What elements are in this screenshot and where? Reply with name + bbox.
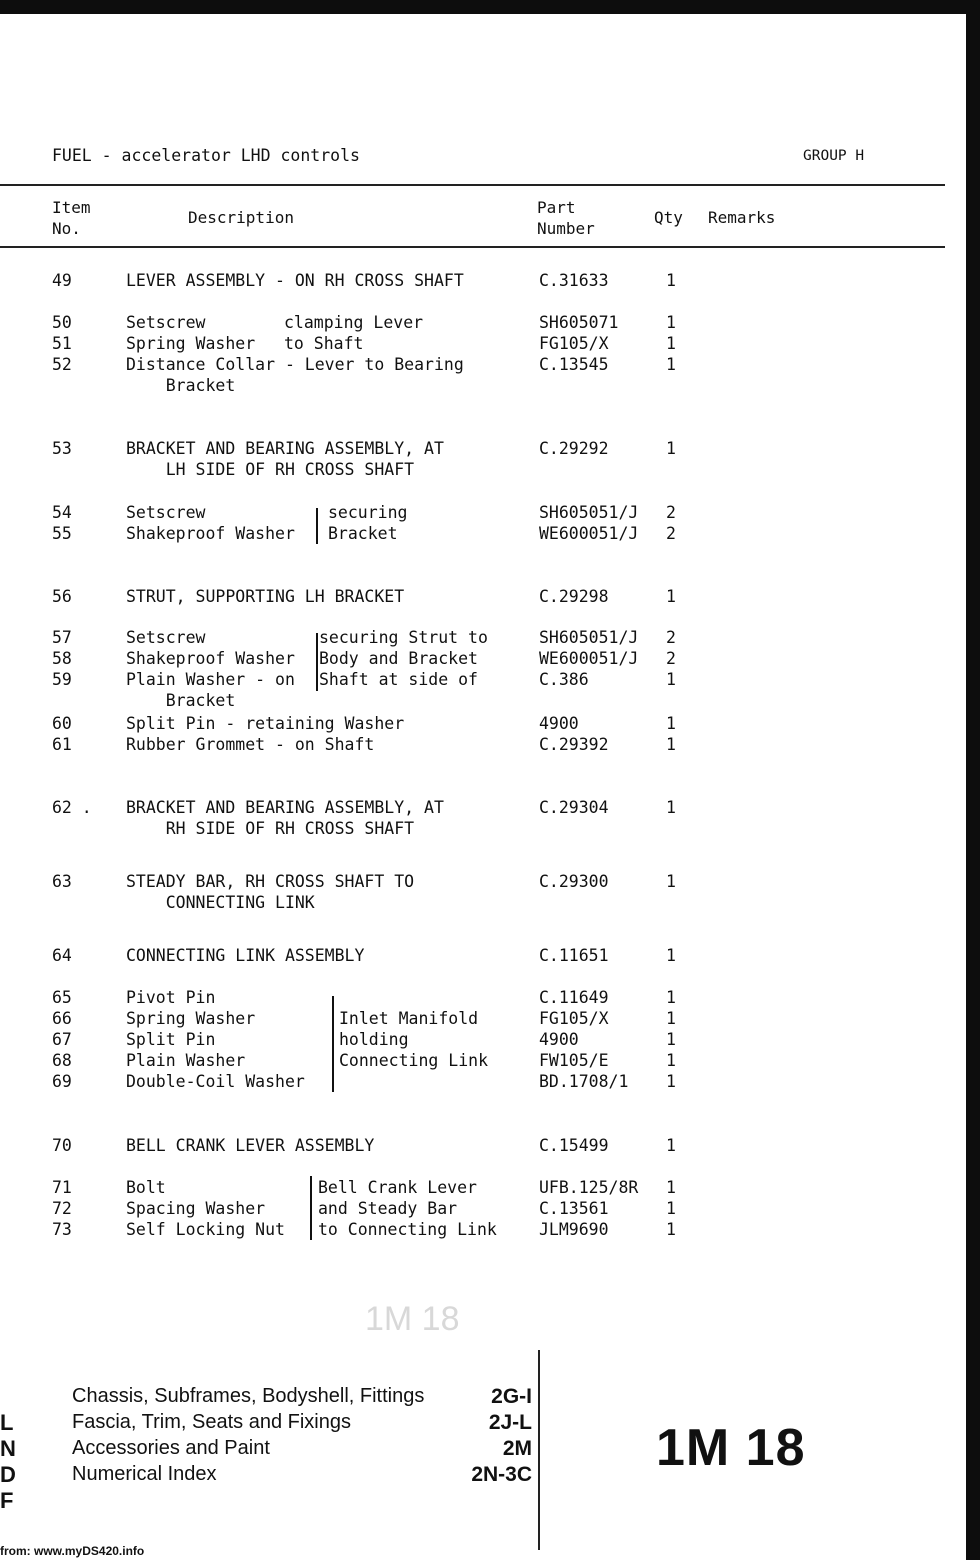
item-number: 70 xyxy=(52,1136,72,1155)
group-label: GROUP H xyxy=(803,148,865,164)
quantity: 1 xyxy=(666,798,676,817)
footer-section-row xyxy=(72,1437,532,1463)
bracket-bar xyxy=(310,1176,312,1240)
quantity: 1 xyxy=(666,872,676,891)
item-number: 60 xyxy=(52,714,72,733)
quantity: 1 xyxy=(666,355,676,374)
part-number: C.11649 xyxy=(539,988,609,1007)
item-description: LEVER ASSEMBLY - ON RH CROSS SHAFT xyxy=(126,271,464,290)
part-number: C.29392 xyxy=(539,735,609,754)
item-description: Split Pin xyxy=(126,1030,216,1049)
quantity: 2 xyxy=(666,628,676,647)
quantity: 1 xyxy=(666,1178,676,1197)
side-index-letter: L xyxy=(0,1410,14,1435)
footer-section-label: Chassis, Subframes, Bodyshell, Fittings xyxy=(72,1385,425,1407)
col-qty-header: Qty xyxy=(654,208,683,227)
part-number: 4900 xyxy=(539,1030,579,1049)
quantity: 1 xyxy=(666,670,676,689)
item-number: 56 xyxy=(52,587,72,606)
quantity: 1 xyxy=(666,271,676,290)
item-description: Shakeproof Washer xyxy=(126,649,295,668)
item-number: 63 xyxy=(52,872,72,891)
quantity: 2 xyxy=(666,503,676,522)
footer-section-row xyxy=(72,1411,532,1437)
quantity: 2 xyxy=(666,649,676,668)
bracket-bar xyxy=(316,633,318,691)
quantity: 1 xyxy=(666,439,676,458)
col-description-header: Description xyxy=(188,208,294,227)
quantity: 1 xyxy=(666,1199,676,1218)
item-number: 71 xyxy=(52,1178,72,1197)
item-description: Setscrew xyxy=(126,503,206,522)
quantity: 2 xyxy=(666,524,676,543)
footer-section-row xyxy=(72,1385,532,1411)
footer-section-label: Numerical Index xyxy=(72,1463,217,1485)
item-description: Spacing Washer xyxy=(126,1199,266,1218)
part-number: C.29304 xyxy=(539,798,609,817)
quantity: 1 xyxy=(666,1072,676,1091)
part-number: C.15499 xyxy=(539,1136,609,1155)
item-description: BRACKET AND BEARING ASSEMBLY, AT LH SIDE OF RH CROSS SHAFT xyxy=(126,439,444,479)
part-number: C.11651 xyxy=(539,946,609,965)
frame-top-border xyxy=(0,0,980,14)
quantity: 1 xyxy=(666,1220,676,1239)
item-description: Shakeproof Washer xyxy=(126,524,295,543)
item-number: 64 xyxy=(52,946,72,965)
item-number: 69 xyxy=(52,1072,72,1091)
item-description: STRUT, SUPPORTING LH BRACKET xyxy=(126,587,405,606)
header-rule-top xyxy=(0,184,945,186)
part-number: C.13561 xyxy=(539,1199,609,1218)
item-number: 54 xyxy=(52,503,72,522)
page-title: FUEL - accelerator LHD controls xyxy=(52,146,360,165)
quantity: 1 xyxy=(666,1051,676,1070)
quantity: 1 xyxy=(666,714,676,733)
col-item-header: Item No. xyxy=(52,198,91,238)
footer-section-row xyxy=(72,1463,532,1489)
item-number: 51 xyxy=(52,334,72,353)
item-number: 59 xyxy=(52,670,72,689)
side-index-letter: N xyxy=(0,1436,16,1461)
item-number: 53 xyxy=(52,439,72,458)
footer-section-label: Accessories and Paint xyxy=(72,1437,270,1459)
part-number: C.29298 xyxy=(539,587,609,606)
item-description: Spring Washer xyxy=(126,1009,256,1028)
item-number: 66 xyxy=(52,1009,72,1028)
footer-section-label: Fascia, Trim, Seats and Fixings xyxy=(72,1411,351,1433)
item-number: 68 xyxy=(52,1051,72,1070)
item-number: 61 xyxy=(52,735,72,754)
part-number: SH605051/J xyxy=(539,503,639,522)
item-number: 55 xyxy=(52,524,72,543)
footer-divider xyxy=(538,1350,540,1550)
item-number: 58 xyxy=(52,649,72,668)
header-rule-bottom xyxy=(0,246,945,248)
fiche-number: 1M 18 xyxy=(656,1419,806,1477)
part-number: C.29292 xyxy=(539,439,609,458)
source-watermark: from: www.myDS420.info xyxy=(0,1544,145,1558)
quantity: 1 xyxy=(666,946,676,965)
note-securing-bracket: securing Bracket xyxy=(328,503,408,543)
quantity: 1 xyxy=(666,1030,676,1049)
side-index-letter: F xyxy=(0,1488,14,1513)
quantity: 1 xyxy=(666,1136,676,1155)
part-number: C.29300 xyxy=(539,872,609,891)
note-inlet-manifold: Inlet Manifold holding Connecting Link xyxy=(339,1009,489,1070)
item-description: Rubber Grommet - on Shaft xyxy=(126,735,375,754)
part-number: SH605071 xyxy=(539,313,619,332)
quantity: 1 xyxy=(666,313,676,332)
item-description: Bolt xyxy=(126,1178,166,1197)
item-description: Double-Coil Washer xyxy=(126,1072,305,1091)
col-part-header: Part Number xyxy=(537,198,595,238)
part-number: FG105/X xyxy=(539,1009,609,1028)
item-description: Spring Washer xyxy=(126,334,256,353)
note-clamping-lever: clamping Lever to Shaft xyxy=(284,313,424,353)
frame-right-border xyxy=(966,0,980,1560)
note-securing-strut: securing Strut to Body and Bracket Shaft at side of xyxy=(319,628,488,689)
quantity: 1 xyxy=(666,988,676,1007)
part-number: WE600051/J xyxy=(539,649,639,668)
item-description: Setscrew xyxy=(126,313,206,332)
item-number: 73 xyxy=(52,1220,72,1239)
col-remarks-header: Remarks xyxy=(708,208,776,227)
item-description: Pivot Pin xyxy=(126,988,216,1007)
part-number: JLM9690 xyxy=(539,1220,609,1239)
quantity: 1 xyxy=(666,1009,676,1028)
note-bell-crank: Bell Crank Lever and Steady Bar to Connecting Link xyxy=(318,1178,497,1239)
item-number: 50 xyxy=(52,313,72,332)
part-number: SH605051/J xyxy=(539,628,639,647)
part-number: FG105/X xyxy=(539,334,609,353)
part-number: WE600051/J xyxy=(539,524,639,543)
quantity: 1 xyxy=(666,735,676,754)
item-number: 57 xyxy=(52,628,72,647)
item-description: Self Locking Nut xyxy=(126,1220,285,1239)
faint-stamp: 1M 18 xyxy=(365,1300,460,1338)
item-number: 72 xyxy=(52,1199,72,1218)
item-description: Setscrew xyxy=(126,628,206,647)
part-number: C.13545 xyxy=(539,355,609,374)
footer-section-code: 2M xyxy=(502,1437,532,1460)
bracket-bar xyxy=(332,996,334,1092)
item-number: 65 xyxy=(52,988,72,1007)
part-number: 4900 xyxy=(539,714,579,733)
item-description: Plain Washer - on Bracket xyxy=(126,670,295,710)
item-description: STEADY BAR, RH CROSS SHAFT TO CONNECTING LINK xyxy=(126,872,415,912)
item-number: 52 xyxy=(52,355,72,374)
item-description: BELL CRANK LEVER ASSEMBLY xyxy=(126,1136,375,1155)
item-number: 62 . xyxy=(52,798,92,817)
item-number: 67 xyxy=(52,1030,72,1049)
part-number: BD.1708/1 xyxy=(539,1072,629,1091)
item-description: Split Pin - retaining Washer xyxy=(126,714,405,733)
item-number: 49 xyxy=(52,271,72,290)
quantity: 1 xyxy=(666,334,676,353)
footer-section-code: 2N-3C xyxy=(471,1463,532,1486)
item-description: BRACKET AND BEARING ASSEMBLY, AT RH SIDE OF RH CROSS SHAFT xyxy=(126,798,444,838)
quantity: 1 xyxy=(666,587,676,606)
bracket-bar xyxy=(316,508,318,544)
part-number: C.386 xyxy=(539,670,589,689)
part-number: UFB.125/8R xyxy=(539,1178,639,1197)
item-description: Plain Washer xyxy=(126,1051,246,1070)
part-number: FW105/E xyxy=(539,1051,609,1070)
footer-section-code: 2G-I xyxy=(491,1385,532,1408)
part-number: C.31633 xyxy=(539,271,609,290)
side-index-letter: D xyxy=(0,1462,16,1487)
item-description: Distance Collar - Lever to Bearing Bracket xyxy=(126,355,464,395)
item-description: CONNECTING LINK ASSEMBLY xyxy=(126,946,365,965)
footer-section-code: 2J-L xyxy=(488,1411,532,1434)
